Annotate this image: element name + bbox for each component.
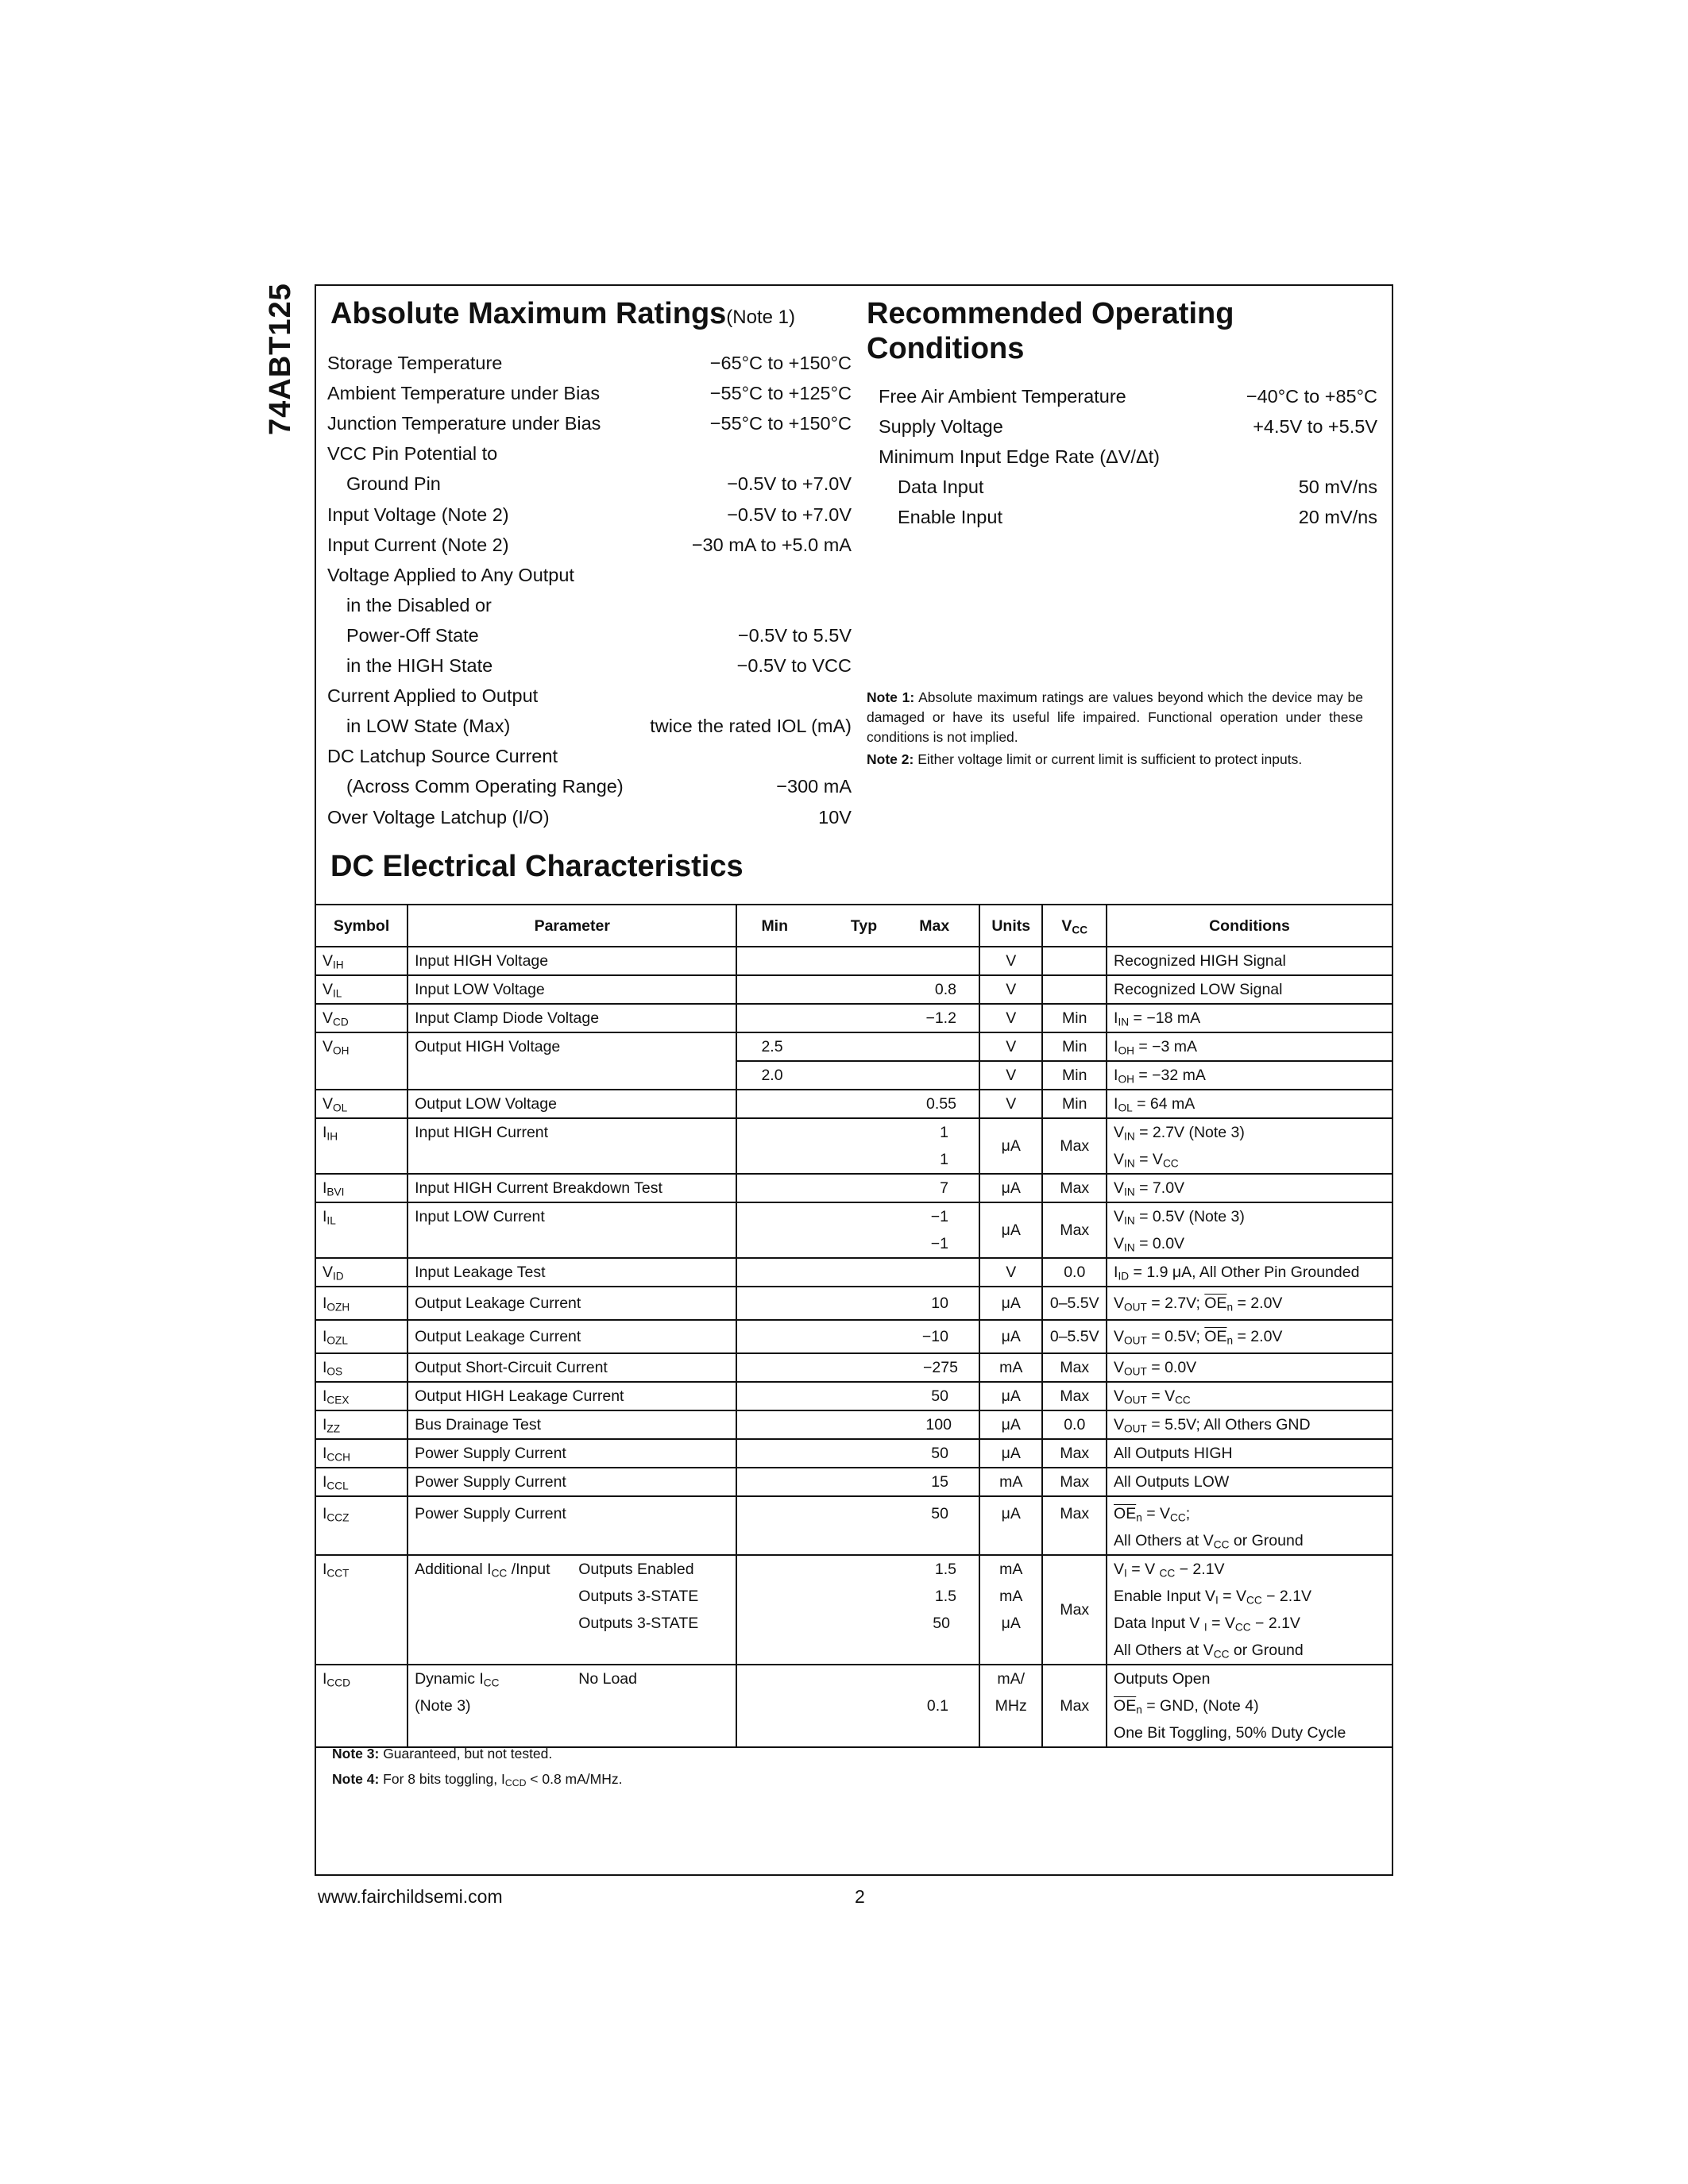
table-row — [316, 1439, 1392, 1468]
rec-op-label: Data Input — [898, 477, 984, 498]
units-cell: V — [979, 1258, 1043, 1287]
abs-max-label: Junction Temperature under Bias — [327, 413, 601, 434]
units-cell: μA — [979, 1202, 1043, 1258]
vcc-cell: 0–5.5V — [1042, 1287, 1107, 1320]
table-row — [316, 1174, 1392, 1202]
abs-max-label: Input Current (Note 2) — [327, 534, 509, 555]
param-cell: Input Leakage Test — [408, 1258, 736, 1287]
symbol-vid: $V_{ID}$ — [316, 1258, 408, 1287]
rec-op-label: Supply Voltage — [879, 416, 1003, 438]
symbol-iccd: $I_{CCD}$ — [316, 1665, 408, 1747]
cond-cell: $V_{IN} = 2.7V$ (Note 3) $V_{IN} = V_{CC}$ — [1107, 1118, 1392, 1174]
symbol-vcd: $V_{CD}$ — [316, 1004, 408, 1032]
symbol-iozl: $I_{OZL}$ — [316, 1320, 408, 1353]
abs-max-value: −65°C to +150°C — [709, 353, 852, 373]
vcc-cell: Min — [1042, 1061, 1107, 1090]
rec-op-value: −40°C to +85°C — [1246, 386, 1377, 407]
table-row — [316, 1320, 1392, 1353]
cond-cell: Recognized HIGH Signal — [1107, 947, 1392, 975]
vcc-cell: Max — [1042, 1382, 1107, 1410]
th-vcc: $V_{CC}$ — [1042, 905, 1107, 947]
param-cell: Output HIGH Leakage Current — [408, 1382, 736, 1410]
units-cell: μA — [979, 1439, 1043, 1468]
units-cell: V — [979, 1090, 1043, 1118]
cond-cell: $V_{IN} = 0.5V$ (Note 3) $V_{IN} = 0.0V$ — [1107, 1202, 1392, 1258]
abs-max-label: in the HIGH State — [346, 655, 493, 676]
units-cell: μA — [979, 1320, 1043, 1353]
abs-max-label: Voltage Applied to Any Output — [327, 564, 574, 585]
max-cell: −1 −1 — [900, 1202, 979, 1258]
abs-max-label: Over Voltage Latchup (I/O) — [327, 806, 550, 828]
symbol-vol: $V_{OL}$ — [316, 1090, 408, 1118]
abs-max-label: in the Disabled or — [346, 594, 492, 615]
abs-max-value: twice the rated IOL (mA) — [650, 716, 852, 737]
vcc-cell: 0.0 — [1042, 1258, 1107, 1287]
abs-max-value: −0.5V to +7.0V — [727, 504, 852, 525]
param-cell: Additional $I_{CC}$ /Input — [408, 1555, 572, 1665]
table-row — [316, 975, 1392, 1004]
vcc-cell: Max — [1042, 1174, 1107, 1202]
cond-cell: Recognized LOW Signal — [1107, 975, 1392, 1004]
param-cell: Input HIGH Voltage — [408, 947, 736, 975]
rec-op-value: 50 mV/ns — [1298, 477, 1377, 498]
table-row — [316, 1382, 1392, 1410]
rec-op-value: +4.5V to +5.5V — [1253, 416, 1377, 438]
th-symbol: Symbol — [316, 905, 408, 947]
note-3: Note 3: Guaranteed, but not tested. — [332, 1746, 553, 1761]
symbol-izz: $I_{ZZ}$ — [316, 1410, 408, 1439]
cond-cell: $V_{IN} = 7.0V$ — [1107, 1174, 1392, 1202]
param-cell: Output Short-Circuit Current — [408, 1353, 736, 1382]
footer-url[interactable]: www.fairchildsemi.com — [318, 1886, 503, 1907]
table-row — [316, 947, 1392, 975]
cond-cell: $V_{OUT} = 0.0V$ — [1107, 1353, 1392, 1382]
max-cell: 15 — [900, 1468, 979, 1496]
symbol-vih: $V_{IH}$ — [316, 947, 408, 975]
abs-max-value: −30 mA to +5.0 mA — [691, 534, 852, 555]
units-cell: V — [979, 1004, 1043, 1032]
symbol-iil: $I_{IL}$ — [316, 1202, 408, 1258]
page-number: 2 — [855, 1886, 865, 1907]
param-cell: Output Leakage Current — [408, 1287, 736, 1320]
table-header — [316, 905, 1392, 947]
symbol-ibvi: $I_{BVI}$ — [316, 1174, 408, 1202]
table-row — [316, 1090, 1392, 1118]
symbol-iih: $I_{IH}$ — [316, 1118, 408, 1174]
units-cell: μA — [979, 1496, 1043, 1555]
vcc-cell: Max — [1042, 1665, 1107, 1747]
cond-cell: $V_{OUT} = V_{CC}$ — [1107, 1382, 1392, 1410]
units-cell: mA — [979, 1468, 1043, 1496]
abs-max-label: Ambient Temperature under Bias — [327, 383, 601, 404]
abs-max-value: −55°C to +150°C — [709, 413, 852, 434]
cond-cell: All Outputs HIGH — [1107, 1439, 1392, 1468]
units-cell: V — [979, 975, 1043, 1004]
param-sub-cell: Outputs Enabled Outputs 3-STATE Outputs 3-STATE — [572, 1555, 736, 1665]
max-cell: 1 1 — [900, 1118, 979, 1174]
table-row — [316, 1118, 1392, 1174]
th-max: Max — [900, 905, 979, 947]
max-cell: 50 — [900, 1382, 979, 1410]
vcc-cell: Max — [1042, 1468, 1107, 1496]
cond-cell: $I_{OH} = -32$ mA — [1107, 1061, 1392, 1090]
th-conditions: Conditions — [1107, 905, 1392, 947]
units-cell: V — [979, 1032, 1043, 1061]
rec-op-title: Recommended Operating Conditions — [867, 297, 1234, 365]
note-2: Note 2: Either voltage limit or current limit is sufficient to protect inputs. — [867, 751, 1303, 767]
param-cell: Power Supply Current — [408, 1468, 736, 1496]
units-cell: μA — [979, 1118, 1043, 1174]
vcc-cell: Max — [1042, 1555, 1107, 1665]
cond-cell: Outputs Open $\overline{OE}_n$ = GND, (Note 4) One Bit Toggling, 50% Duty Cycle — [1107, 1665, 1392, 1747]
units-cell: μA — [979, 1410, 1043, 1439]
symbol-ios: $I_{OS}$ — [316, 1353, 408, 1382]
abs-max-label: Input Voltage (Note 2) — [327, 504, 509, 525]
abs-max-value: −0.5V to 5.5V — [737, 624, 852, 646]
units-cell: μA — [979, 1382, 1043, 1410]
vcc-cell: Min — [1042, 1004, 1107, 1032]
th-parameter: Parameter — [408, 905, 736, 947]
table-row — [316, 1287, 1392, 1320]
table-row — [316, 1468, 1392, 1496]
min-cell: 2.5 — [736, 1032, 828, 1061]
cond-cell: $V_I = V$ $_{CC}$ − 2.1V Enable Input $V_I = V_{CC} - 2.1V$ Data Input V $_I = V_{CC} - 2.1V$ All Others at $V_{CC}$ or Ground — [1107, 1555, 1392, 1665]
symbol-vil: $V_{IL}$ — [316, 975, 408, 1004]
max-cell: 10 — [900, 1287, 979, 1320]
symbol-icct: $I_{CCT}$ — [316, 1555, 408, 1665]
table-row — [316, 1258, 1392, 1287]
max-cell: 0.55 — [900, 1090, 979, 1118]
param-cell: Input LOW Current — [408, 1202, 736, 1258]
param-cell: Input HIGH Current Breakdown Test — [408, 1174, 736, 1202]
units-cell: mA — [979, 1353, 1043, 1382]
units-cell: μA — [979, 1174, 1043, 1202]
cond-cell: $I_{OL} = 64$ mA — [1107, 1090, 1392, 1118]
side-title: 74ABT125 — [264, 283, 297, 435]
units-cell: mA/ MHz — [979, 1665, 1043, 1747]
rec-op-label: Free Air Ambient Temperature — [879, 386, 1126, 407]
table-row — [316, 1410, 1392, 1439]
cond-cell: $\overline{OE}_n = V_{CC}$; All Others at $V_{CC}$ or Ground — [1107, 1496, 1392, 1555]
abs-max-value: −55°C to +125°C — [709, 383, 852, 404]
units-cell: V — [979, 947, 1043, 975]
vcc-cell: Max — [1042, 1353, 1107, 1382]
rec-op-label: Enable Input — [898, 507, 1002, 528]
symbol-iccz: $I_{CCZ}$ — [316, 1496, 408, 1555]
table-row — [316, 1032, 1392, 1061]
param-cell: Output LOW Voltage — [408, 1090, 736, 1118]
param-sub-cell: No Load — [572, 1665, 736, 1747]
max-cell: −275 — [900, 1353, 979, 1382]
max-cell: 0.8 — [900, 975, 979, 1004]
vcc-cell: Max — [1042, 1118, 1107, 1174]
param-cell: Input LOW Voltage — [408, 975, 736, 1004]
cond-cell: $I_{IN} = -18$ mA — [1107, 1004, 1392, 1032]
max-cell: 50 — [900, 1439, 979, 1468]
abs-max-value: −0.5V to +7.0V — [727, 473, 852, 495]
abs-max-label: DC Latchup Source Current — [327, 746, 558, 767]
symbol-voh: $V_{OH}$ — [316, 1032, 408, 1090]
abs-max-label: Power-Off State — [346, 624, 479, 646]
max-cell: 1.5 1.5 50 — [900, 1555, 979, 1665]
table-row — [316, 1202, 1392, 1258]
max-cell: 0.1 — [900, 1665, 979, 1747]
vcc-cell: Min — [1042, 1032, 1107, 1061]
th-min: Min — [736, 905, 828, 947]
table-row — [316, 1496, 1392, 1555]
symbol-icex: $I_{CEX}$ — [316, 1382, 408, 1410]
note-1: Note 1: Absolute maximum ratings are values beyond which the device may be damaged or have its useful life impaired. Functional operation under these conditions is not implied. — [867, 689, 1364, 745]
param-cell: Power Supply Current — [408, 1496, 736, 1555]
vcc-cell: Max — [1042, 1202, 1107, 1258]
max-cell: −1.2 — [900, 1004, 979, 1032]
dc-table — [316, 904, 1392, 1748]
vcc-cell: 0–5.5V — [1042, 1320, 1107, 1353]
abs-max-title: Absolute Maximum Ratings(Note 1) — [330, 297, 795, 330]
param-cell: Bus Drainage Test — [408, 1410, 736, 1439]
rec-op-label: Minimum Input Edge Rate (ΔV/Δt) — [879, 446, 1160, 468]
abs-max-value: −0.5V to VCC — [736, 655, 852, 676]
min-cell: 2.0 — [736, 1061, 828, 1090]
rec-op-value: 20 mV/ns — [1298, 507, 1377, 528]
units-cell: V — [979, 1061, 1043, 1090]
th-units: Units — [979, 905, 1043, 947]
param-cell: Input HIGH Current — [408, 1118, 736, 1174]
cond-cell: $V_{OUT} = 5.5V$; All Others GND — [1107, 1410, 1392, 1439]
units-cell: mA mA μA — [979, 1555, 1043, 1665]
vcc-cell: Max — [1042, 1496, 1107, 1555]
max-cell: −10 — [900, 1320, 979, 1353]
symbol-iozh: $I_{OZH}$ — [316, 1287, 408, 1320]
symbol-icch: $I_{CCH}$ — [316, 1439, 408, 1468]
abs-max-label: Ground Pin — [346, 473, 441, 495]
abs-max-label: (Across Comm Operating Range) — [346, 776, 624, 797]
cond-cell: $V_{OUT} = 2.7V$; $\overline{OE}_n = 2.0V$ — [1107, 1287, 1392, 1320]
max-cell: 50 — [900, 1496, 979, 1555]
abs-max-value: −300 mA — [776, 776, 852, 797]
dc-title: DC Electrical Characteristics — [330, 850, 744, 883]
max-cell: 100 — [900, 1410, 979, 1439]
param-cell: Input Clamp Diode Voltage — [408, 1004, 736, 1032]
th-typ: Typ — [829, 905, 900, 947]
symbol-iccl: $I_{CCL}$ — [316, 1468, 408, 1496]
param-cell: Power Supply Current — [408, 1439, 736, 1468]
table-row — [316, 1004, 1392, 1032]
param-cell: Output Leakage Current — [408, 1320, 736, 1353]
abs-max-label: VCC Pin Potential to — [327, 443, 498, 465]
abs-max-label: in LOW State (Max) — [346, 716, 511, 737]
units-cell: μA — [979, 1287, 1043, 1320]
vcc-cell: Min — [1042, 1090, 1107, 1118]
abs-max-label: Current Applied to Output — [327, 685, 539, 707]
cond-cell: All Outputs LOW — [1107, 1468, 1392, 1496]
max-cell: 7 — [900, 1174, 979, 1202]
param-cell: Output HIGH Voltage — [408, 1032, 736, 1090]
param-cell: Dynamic $I_{CC}$ (Note 3) — [408, 1665, 572, 1747]
table-row — [316, 1353, 1392, 1382]
vcc-cell: Max — [1042, 1439, 1107, 1468]
cond-cell: $I_{OH} = -3$ mA — [1107, 1032, 1392, 1061]
abs-max-value: 10V — [818, 806, 852, 828]
table-row — [316, 1555, 1392, 1665]
cond-cell: $V_{OUT} = 0.5V$; $\overline{OE}_n = 2.0V$ — [1107, 1320, 1392, 1353]
table-row — [316, 1665, 1392, 1747]
cond-cell: $I_{ID} = 1.9$ μA, All Other Pin Grounded — [1107, 1258, 1392, 1287]
note-4: Note 4: For 8 bits toggling, $I_{CCD} < 0.8$ mA/MHz. — [332, 1771, 623, 1789]
abs-max-label: Storage Temperature — [327, 353, 503, 373]
vcc-cell: 0.0 — [1042, 1410, 1107, 1439]
